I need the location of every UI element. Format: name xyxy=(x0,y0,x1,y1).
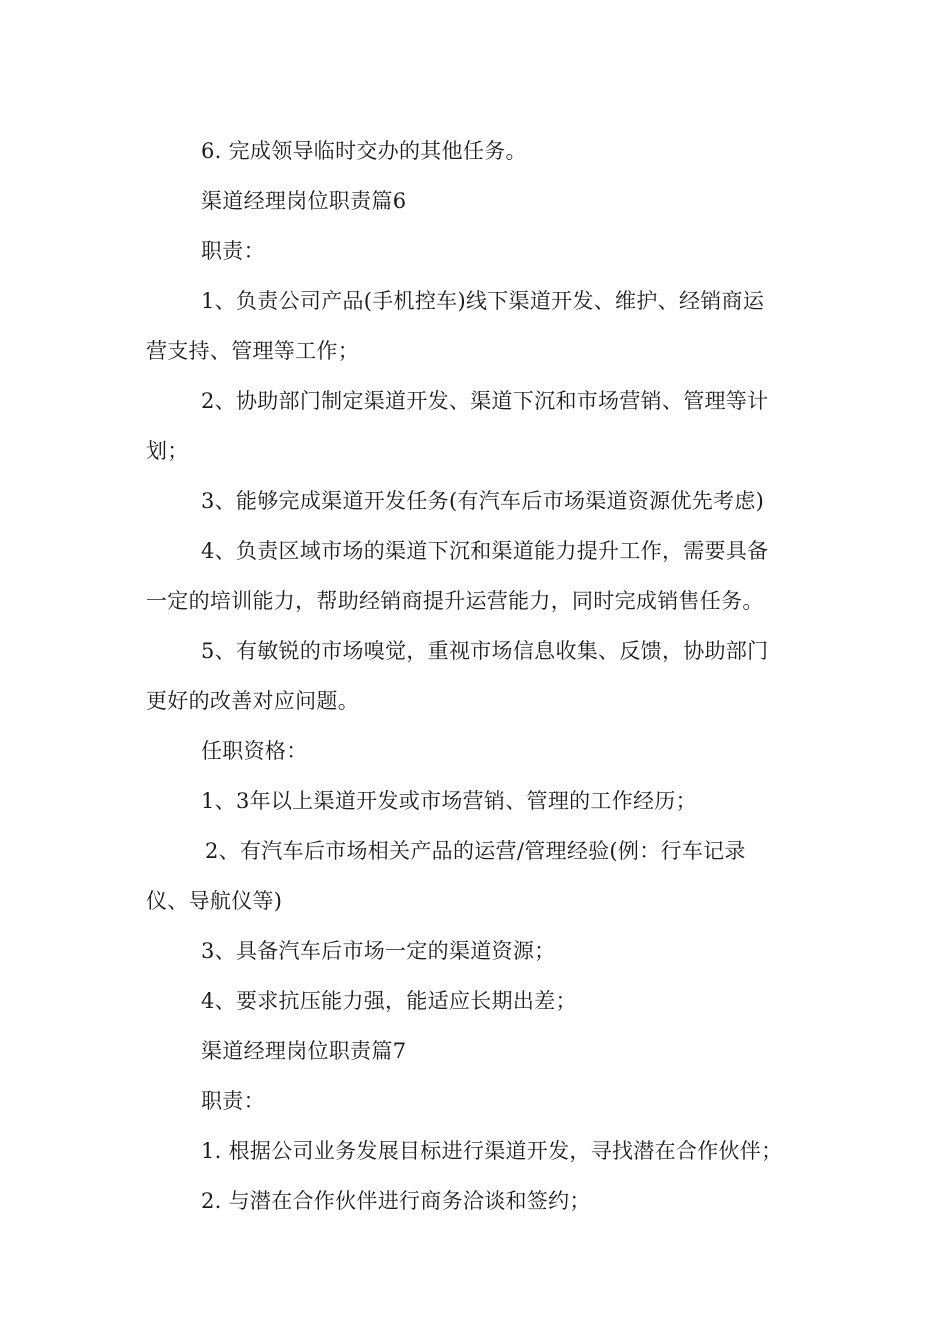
text-line: 1. 根据公司业务发展目标进行渠道开发，寻找潜在合作伙伴； xyxy=(201,1139,783,1163)
text-line: 2. 与潜在合作伙伴进行商务洽谈和签约； xyxy=(201,1189,591,1213)
subheading: 职责： xyxy=(201,239,265,263)
text-line: 仪、导航仪等) xyxy=(146,889,283,913)
text-line: 3、具备汽车后市场一定的渠道资源； xyxy=(201,939,556,963)
section-heading: 渠道经理岗位职责篇7 xyxy=(201,1039,407,1063)
text-line: 2、有汽车后市场相关产品的运营/管理经验(例：行车记录 xyxy=(205,839,746,863)
text-line: 5、有敏锐的市场嗅觉，重视市场信息收集、反馈，协助部门 xyxy=(201,639,769,663)
text-line: 4、负责区域市场的渠道下沉和渠道能力提升工作，需要具备 xyxy=(201,539,769,563)
text-line: 3、能够完成渠道开发任务(有汽车后市场渠道资源优先考虑) xyxy=(201,489,765,513)
subheading: 任职资格： xyxy=(201,739,308,763)
text-line: 6. 完成领导临时交办的其他任务。 xyxy=(201,139,527,163)
section-heading: 渠道经理岗位职责篇6 xyxy=(201,189,407,213)
text-line: 4、要求抗压能力强，能适应长期出差； xyxy=(201,989,577,1013)
text-line: 一定的培训能力，帮助经销商提升运营能力，同时完成销售任务。 xyxy=(146,589,764,613)
text-line: 1、3年以上渠道开发或市场营销、管理的工作经历； xyxy=(201,789,697,813)
text-line: 1、负责公司产品(手机控车)线下渠道开发、维护、经销商运 xyxy=(201,289,765,313)
subheading: 职责： xyxy=(201,1089,265,1113)
text-line: 营支持、管理等工作； xyxy=(146,339,359,363)
text-line: 更好的改善对应问题。 xyxy=(146,689,359,713)
text-line: 划； xyxy=(146,439,189,463)
text-line: 2、协助部门制定渠道开发、渠道下沉和市场营销、管理等计 xyxy=(201,389,769,413)
